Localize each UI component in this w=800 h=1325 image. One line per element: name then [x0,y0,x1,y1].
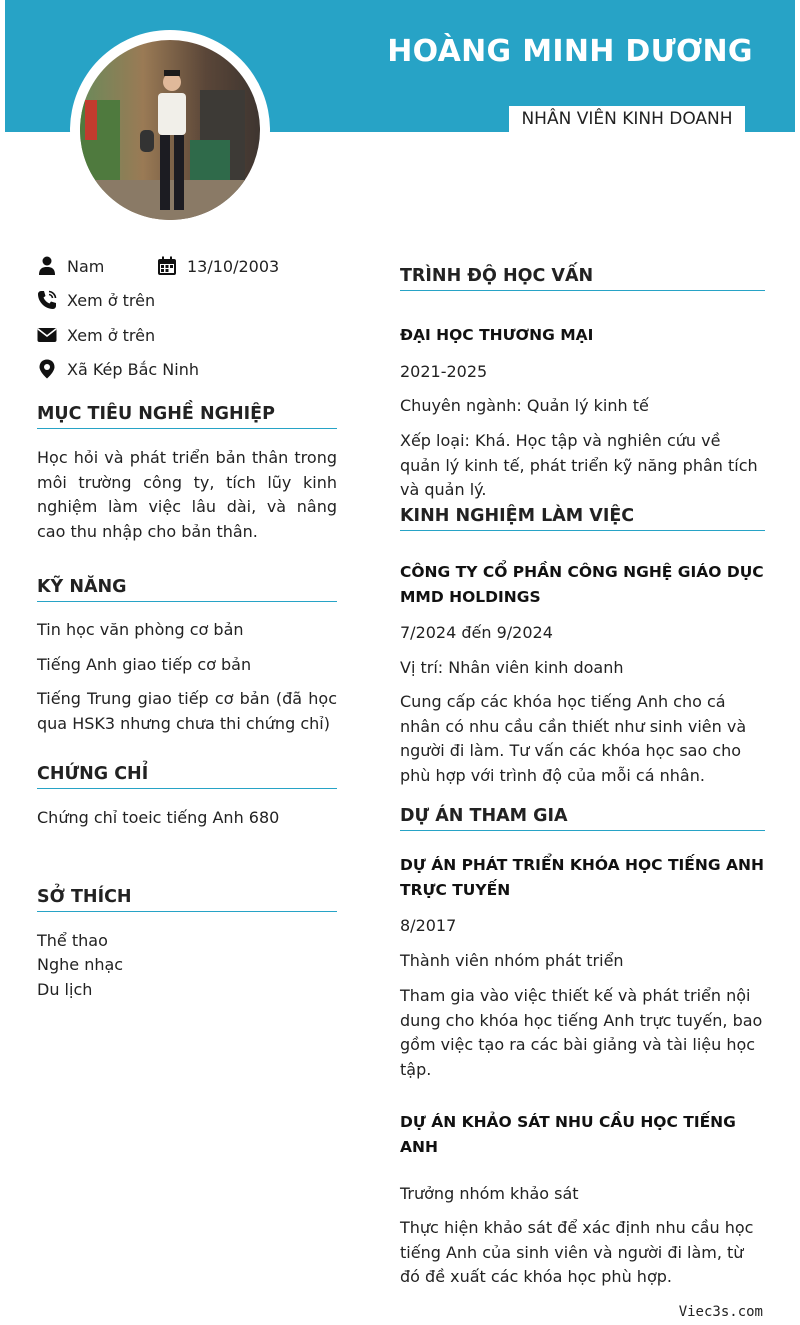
dob-row [157,256,279,276]
company-name: CÔNG TY CỔ PHẦN CÔNG NGHỆ GIÁO DỤC MMD HOLDINGS [400,563,764,606]
candidate-name: HOÀNG MINH DƯƠNG [387,34,753,69]
address-row [37,359,199,379]
skills-title: KỸ NĂNG [37,577,337,602]
experience-description: Cung cấp các khóa học tiếng Anh cho cá nhân có nhu cầu cần thiết như sinh viên và người đi làm. Tư vấn các khóa học sao cho phù hợp với trình độ của mỗi cá nhân. [400,692,747,785]
dob-text: 13/10/2003 [187,256,280,276]
projects-title: DỰ ÁN THAM GIA [400,806,765,831]
email-text: Xem ở trên [67,325,156,345]
job-title: NHÂN VIÊN KINH DOANH [509,106,745,132]
education-major: Chuyên ngành: Quản lý kinh tế [400,396,649,415]
email-row [37,325,155,345]
education-years: 2021-2025 [400,362,488,381]
project-description: Tham gia vào việc thiết kế và phát triển nội dung cho khóa học tiếng Anh trực tuyến, bao gồm việc tạo ra các bài giảng và tài liệu học tập. [400,986,763,1079]
phone-text: Xem ở trên [67,290,156,310]
gender-row [37,256,104,276]
user-icon [37,256,57,276]
project-date: 8/2017 [400,916,457,935]
project-name: DỰ ÁN PHÁT TRIỂN KHÓA HỌC TIẾNG ANH TRỰC TUYẾN [400,856,764,899]
experience-title: KINH NGHIỆM LÀM VIỆC [400,506,765,531]
hobby-item: Nghe nhạc [37,955,124,974]
gender-text: Nam [67,256,105,276]
skill-item: Tiếng Trung giao tiếp cơ bản (đã học qua HSK3 nhưng chưa thi chứng chỉ) [37,689,337,733]
envelope-icon [37,325,57,345]
phone-row [37,290,155,310]
hobby-item: Thể thao [37,931,108,950]
certificates-title: CHỨNG CHỈ [37,764,337,789]
watermark: Viec3s.com [678,1304,763,1320]
address-text: Xã Kép Bắc Ninh [67,359,199,379]
project-description: Thực hiện khảo sát để xác định nhu cầu học tiếng Anh của sinh viên và người đi làm, từ đó đề xuất các khóa học phù hợp. [400,1218,754,1286]
location-pin-icon [37,359,57,379]
project-role: Thành viên nhóm phát triển [400,951,624,970]
experience-period: 7/2024 đến 9/2024 [400,623,553,642]
education-rank: Xếp loại: Khá. Học tập và nghiên cứu về quản lý kinh tế, phát triển kỹ năng phân tích và quản lý. [400,431,758,499]
objective-title: MỤC TIÊU NGHỀ NGHIỆP [37,404,337,429]
calendar-icon [157,256,177,276]
skill-item: Tin học văn phòng cơ bản [37,620,244,639]
phone-icon [37,290,57,310]
education-title: TRÌNH ĐỘ HỌC VẤN [400,266,765,291]
hobbies-title: SỞ THÍCH [37,887,337,912]
hobby-item: Du lịch [37,980,93,999]
avatar [80,40,260,220]
certificate-item: Chứng chỉ toeic tiếng Anh 680 [37,808,280,827]
school-name: ĐẠI HỌC THƯƠNG MẠI [400,326,594,344]
experience-position: Vị trí: Nhân viên kinh doanh [400,658,624,677]
objective-text: Học hỏi và phát triển bản thân trong môi trường công ty, tích lũy kinh nghiệm làm việc lâu dài, và nâng cao thu nhập cho bản thân. [37,448,337,541]
skill-item: Tiếng Anh giao tiếp cơ bản [37,655,252,674]
project-name: DỰ ÁN KHẢO SÁT NHU CẦU HỌC TIẾNG ANH [400,1113,736,1156]
project-role: Trưởng nhóm khảo sát [400,1184,579,1203]
